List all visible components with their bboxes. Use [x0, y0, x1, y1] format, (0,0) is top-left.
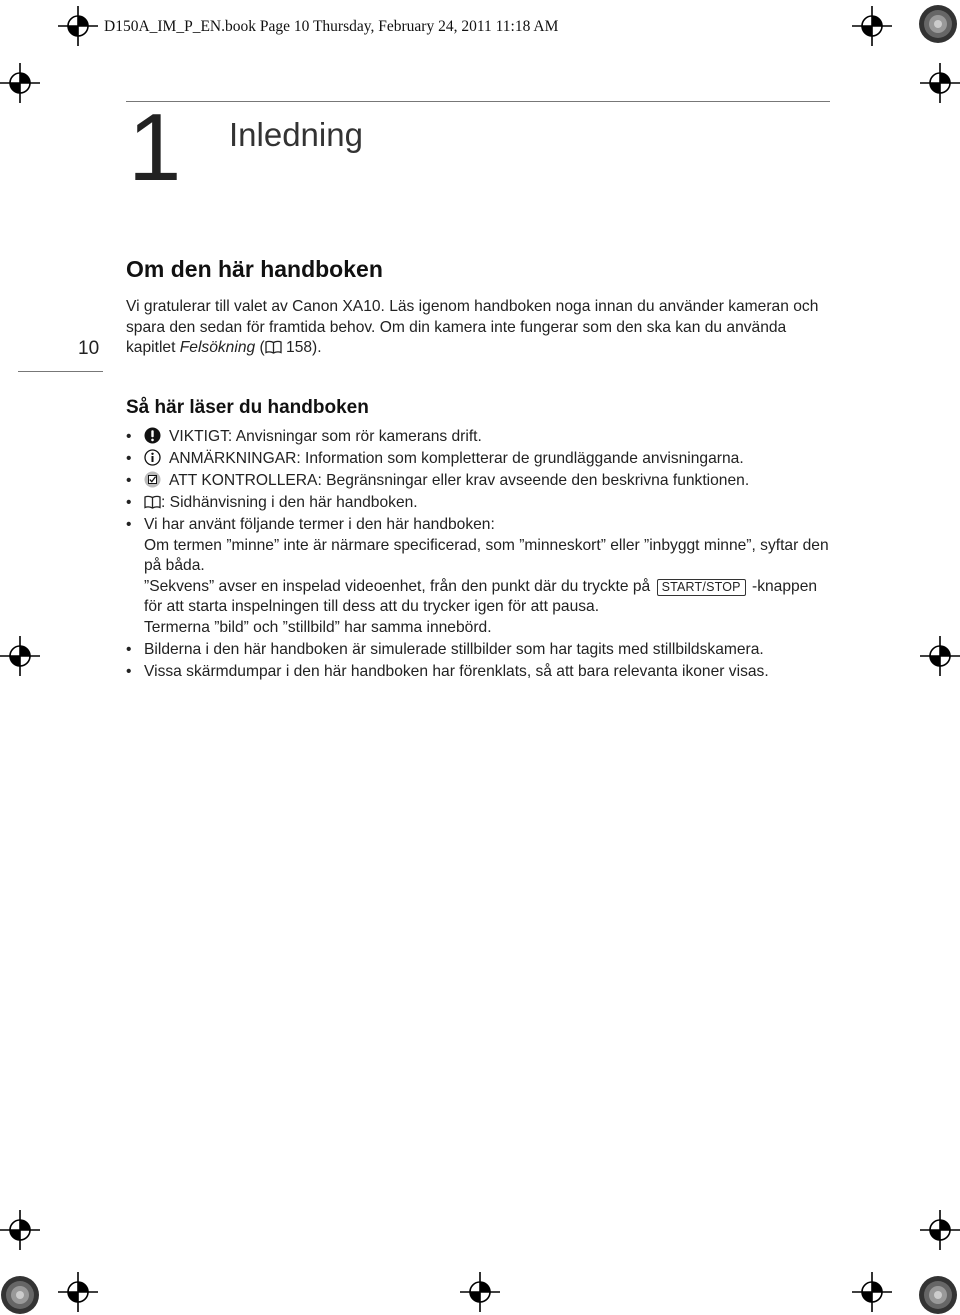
list-item — [126, 662, 831, 683]
registration-mark-icon — [0, 63, 40, 103]
item-text: ATT KONTROLLERA: Begränsningar eller krav avseende den beskrivna funktionen. — [169, 472, 750, 489]
item-text: : Sidhänvisning i den här handboken. — [161, 494, 418, 511]
registration-mark-icon — [0, 1210, 40, 1250]
registration-mark-icon — [58, 1272, 98, 1312]
print-color-wheel-icon — [918, 1275, 958, 1315]
bullet: • — [126, 428, 132, 445]
bullet: • — [126, 662, 132, 680]
bullet: • — [126, 494, 132, 511]
section-heading: Om den här handboken — [126, 256, 383, 282]
chapter-title: Inledning — [229, 116, 363, 153]
terms-sequence-text-1: ”Sekvens” avser en inspelad videoenhet, från den punkt där du tryckte på — [144, 577, 655, 595]
registration-mark-icon — [920, 636, 960, 676]
list-item — [126, 493, 831, 514]
terms-memory: Om termen ”minne” inte är närmare specificerad, som ”minneskort” eller ”inbyggt minne”, syftar den på båda. — [144, 536, 829, 574]
registration-mark-icon — [852, 6, 892, 46]
registration-mark-icon — [460, 1272, 500, 1312]
book-icon — [144, 495, 161, 509]
registration-mark-icon — [58, 6, 98, 46]
terms-lead: Vi har använt följande termer i den här handboken: — [144, 516, 495, 533]
intro-paragraph — [126, 297, 831, 359]
list-item — [126, 449, 831, 470]
notes-icon — [144, 449, 161, 466]
terms-sequence — [144, 577, 831, 618]
checkbox-icon — [144, 471, 161, 488]
chapter-number: 1 — [128, 94, 180, 201]
bullet: • — [126, 640, 132, 658]
list-item — [126, 427, 831, 448]
registration-mark-icon — [852, 1272, 892, 1312]
page-number: 10 — [78, 338, 100, 359]
item-text: Bilderna i den här handboken är simulerade stillbilder som har tagits med stillbildskamera. — [144, 640, 764, 658]
registration-mark-icon — [0, 636, 40, 676]
registration-mark-icon — [920, 63, 960, 103]
symbol-list — [126, 427, 831, 684]
bullet: • — [126, 450, 132, 467]
item-text: Vissa skärmdumpar i den här handboken har förenklats, så att bara relevanta ikoner visas. — [144, 662, 769, 680]
print-header: D150A_IM_P_EN.book Page 10 Thursday, February 24, 2011 11:18 AM — [104, 18, 559, 35]
page-ref-158: 158). — [281, 339, 322, 356]
page-number-rule — [18, 371, 103, 372]
chapter-rule — [126, 101, 830, 102]
list-item — [126, 640, 831, 661]
item-text: ANMÄRKNINGAR: Information som kompletterar de grundläggande anvisningarna. — [169, 450, 744, 467]
registration-mark-icon — [920, 1210, 960, 1250]
bullet: • — [126, 516, 132, 533]
list-item — [126, 471, 831, 492]
book-icon — [265, 340, 282, 354]
bullet: • — [126, 472, 132, 489]
important-icon — [144, 427, 161, 444]
start-stop-key: START/STOP — [657, 579, 746, 596]
print-color-wheel-icon — [0, 1275, 40, 1315]
print-color-wheel-icon — [918, 4, 958, 44]
list-item — [126, 515, 831, 638]
terms-photo: Termerna ”bild” och ”stillbild” har samma innebörd. — [144, 618, 492, 636]
terms-sequence-text-2: -knappen för att starta inspelningen till dess att du trycker igen för att pausa. — [144, 577, 818, 615]
intro-text-1: Vi gratulerar till valet av Canon XA10. Läs igenom handboken noga innan du använder kameran och spara den sedan för framtida behov. Om din kamera inte fungerar som den ska kan du använda kapitlet — [126, 298, 819, 356]
intro-text-2: ( — [255, 339, 265, 356]
troubleshooting-ref: Felsökning — [179, 339, 256, 356]
item-text: VIKTIGT: Anvisningar som rör kamerans drift. — [169, 428, 482, 445]
subsection-heading: Så här läser du handboken — [126, 397, 369, 418]
